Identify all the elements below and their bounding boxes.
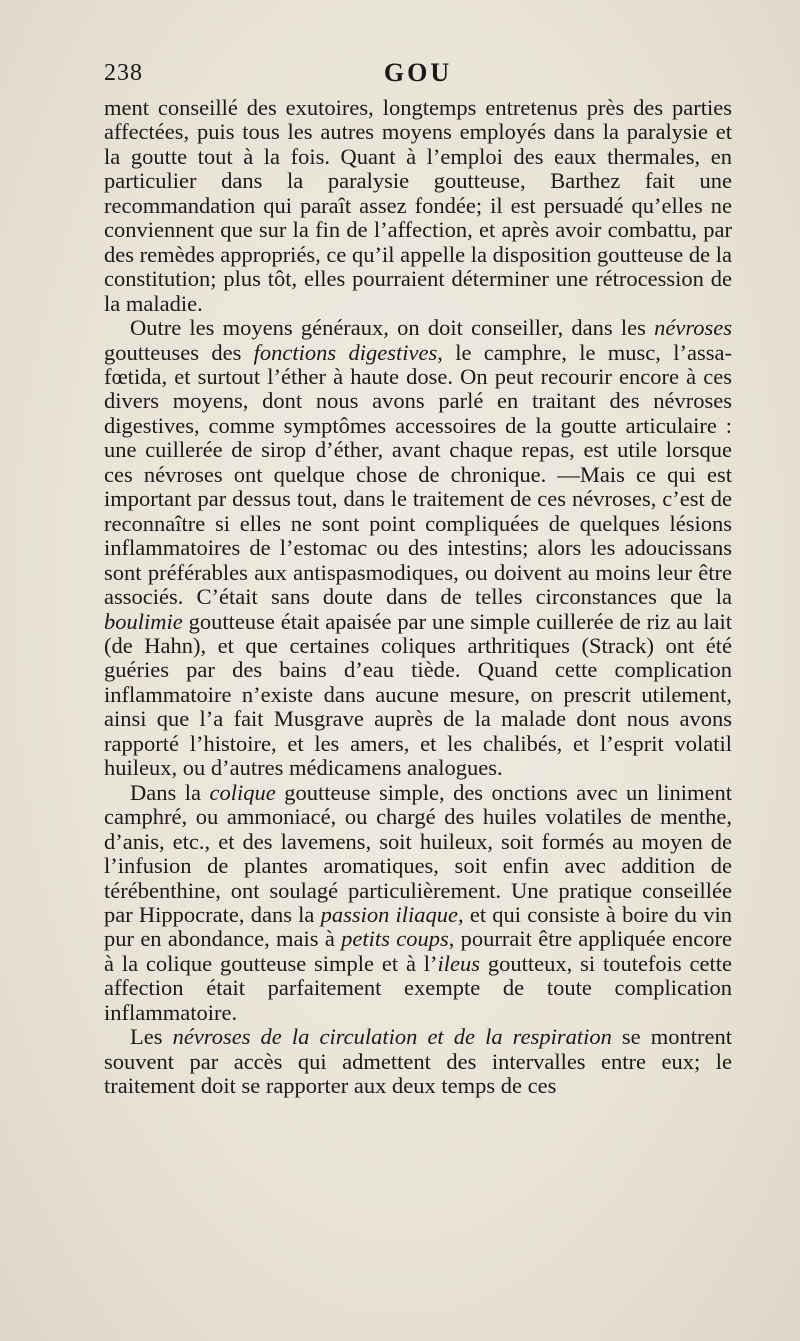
italic-run: fonctions digestives	[253, 339, 438, 365]
text-run: goutteuse était apaisée par une simple cuillerée de riz au lait (de Hahn), et que certaines coliques arthritiques (Strack) ont été guéries par des bains d’eau tiède. Quand cette complication inflammatoire n’existe dans aucune mesure, on prescrit utilement, ainsi que l’a fait Musgrave auprès de la malade dont nous avons rapporté l’histoire, et les amers, et les chalibés, et l’esprit volatil huileux, ou d’autres médicamens analogues.	[104, 608, 732, 781]
text-run: , et qui consiste à boire du vin pur en abondance, mais à	[104, 901, 732, 952]
italic-run: colique	[209, 779, 276, 805]
page-number: 238	[104, 60, 143, 86]
paragraph	[104, 1025, 732, 1098]
paragraph	[104, 316, 732, 781]
paragraph	[104, 96, 732, 316]
text-run: goutteux, si toutefois cette affection était parfaitement exempte de toute complication inflammatoire.	[104, 950, 732, 1025]
text-run: ment conseillé des exutoires, longtemps entretenus près des parties affectées, puis tous les autres moyens employés dans la paralysie et la goutte tout à la fois. Quant à l’emploi des eaux thermales, en particulier dans la paralysie goutteuse, Barthez fait une recommandation qui paraît assez fondée; il est persuadé qu’elles ne conviennent que sur la fin de l’affection, et après avoir combattu, par des remèdes appropriés, ce qu’il appelle la disposition goutteuse de la constitution; plus tôt, elles pourraient déterminer une rétrocession de la maladie.	[104, 95, 732, 316]
text-run: Les	[130, 1024, 173, 1050]
italic-run: névroses de la circulation et de la respiration	[172, 1024, 612, 1050]
paragraph	[104, 781, 732, 1026]
page-header	[104, 58, 732, 92]
text-run: se montrent souvent par accès qui admettent des intervalles entre eux; le traitement doit se rapporter aux deux temps de ces	[104, 1024, 732, 1099]
italic-run: passion iliaque	[320, 901, 459, 927]
text-run: Outre les moyens généraux, on doit conseiller, dans les	[130, 315, 655, 341]
body-text	[104, 96, 732, 1099]
italic-run: boulimie	[104, 608, 183, 634]
text-run: goutteuses des	[104, 339, 254, 365]
running-head: GOU	[383, 58, 453, 87]
text-run: goutteuse simple, des onctions avec un liniment camphré, ou ammoniacé, ou chargé des huiles volatiles de menthe, d’anis, etc., et des lavemens, soit huileux, soit formés au moyen de l’infusion de plantes aromatiques, soit enfin avec addition de térébenthine, ont soulagé particulièrement. Une pratique conseillée par Hippocrate, dans la	[104, 779, 732, 927]
italic-run: névroses	[654, 315, 732, 341]
text-run: Dans la	[130, 779, 210, 805]
italic-run: petits coups	[341, 926, 449, 952]
text-run: , pourrait être appliquée encore à la colique goutteuse simple et à l’	[104, 926, 732, 976]
text-run: , le camphre, le musc, l’assa-fœtida, et surtout l’éther à haute dose. On peut recourir encore à ces divers moyens, dont nous avons parlé en traitant des névroses digestives, comme symptômes accessoires de la goutte articulaire : une cuillerée de sirop d’éther, avant chaque repas, est utile lorsque ces névroses ont quelque chose de chronique. —Mais ce qui est important par dessus tout, dans le traitement de ces névroses, c’est de reconnaître si elles ne sont point compliquées de quelques lésions inflammatoires de l’estomac ou des intestins; alors les adoucissans sont préférables aux antispasmodiques, ou doivent au moins leur être associés. C’était sans doute dans de telles circonstances que la	[104, 339, 732, 610]
italic-run: ileus	[437, 950, 481, 976]
